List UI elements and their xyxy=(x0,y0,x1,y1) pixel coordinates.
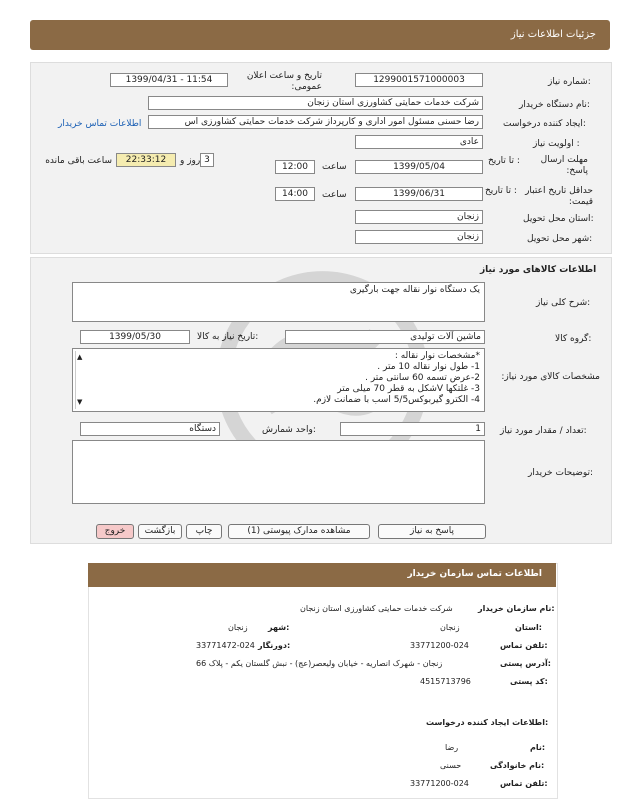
postal-label: کد پستی: xyxy=(510,677,548,686)
priority-label: اولویت نیاز : xyxy=(533,139,580,149)
city-label: شهر محل تحویل: xyxy=(527,234,593,244)
contact-title: اطلاعات تماس سازمان خریدار xyxy=(407,569,542,579)
days-field: 3 xyxy=(200,153,214,167)
spec-line: 4- الکترو گیربوکس5/5 اسب با ضمانت لازم. xyxy=(313,395,480,405)
spec-line: *مشخصات نوار نقاله : xyxy=(394,351,480,361)
need-date-label: تاریخ نیاز به کالا: xyxy=(197,332,259,342)
unit-field: دستگاه xyxy=(80,422,220,436)
need-number-field: 1299001571000003 xyxy=(355,73,483,87)
validity-until-label: تا تاریخ : xyxy=(485,186,517,196)
summary-field: یک دستگاه نوار نقاله جهت بارگیری xyxy=(72,282,485,322)
org-label: نام سازمان خریدار: xyxy=(478,604,555,613)
remaining-time-field: 22:33:12 xyxy=(116,153,176,167)
qty-field: 1 xyxy=(340,422,485,436)
contact-province-label: استان: xyxy=(515,623,542,632)
reply-button[interactable]: پاسخ به نیاز xyxy=(378,524,486,539)
creator-label: ایجاد کننده درخواست: xyxy=(503,119,586,129)
spec-line: 1- طول نوار نقاله 10 متر . xyxy=(377,362,480,372)
address-label: آدرس پستی: xyxy=(500,659,551,668)
send-deadline-label: مهلت ارسال پاسخ: xyxy=(540,155,588,176)
buyer-label: نام دستگاه خریدار: xyxy=(519,100,590,110)
spec-line: 2-عرض تسمه 60 سانتی متر . xyxy=(365,373,480,383)
spec-scrollbar[interactable] xyxy=(75,351,86,409)
validity-time-label: ساعت xyxy=(322,190,347,200)
group-field: ماشین آلات تولیدی xyxy=(285,330,485,344)
need-date-field: 1399/05/30 xyxy=(80,330,190,344)
name-label: نام: xyxy=(530,743,546,752)
org-value: شرکت خدمات حمایتی کشاورزی استان زنجان xyxy=(300,604,453,613)
announce-label: تاریخ و ساعت اعلان عمومی: xyxy=(246,71,322,92)
need-number-label: شماره نیاز: xyxy=(548,77,591,87)
contact-city-label: شهر: xyxy=(268,623,290,632)
announce-field: 1399/04/31 - 11:54 xyxy=(110,73,228,87)
print-button[interactable]: چاپ xyxy=(186,524,222,539)
spec-line: 3- غلتکها Vشکل به قطر 70 میلی متر xyxy=(337,384,480,394)
send-until-date-label: تا تاریخ : xyxy=(488,156,520,166)
validity-label: حداقل تاریخ اعتبار قیمت: xyxy=(525,186,593,207)
buyer-field: شرکت خدمات حمایتی کشاورزی استان زنجان xyxy=(148,96,483,110)
family-label: نام خانوادگی: xyxy=(490,761,545,770)
fax-label: دورنگار: xyxy=(258,641,291,650)
scroll-up-icon[interactable]: ▲ xyxy=(77,353,83,361)
phone-value: 33771200-024 xyxy=(410,641,469,650)
contact-header xyxy=(88,563,556,587)
buyer-contact-link[interactable]: اطلاعات تماس خریدار xyxy=(58,119,142,129)
postal-value: 4515713796 xyxy=(420,677,471,686)
goods-section-title: اطلاعات کالاهای مورد نیاز xyxy=(480,265,597,275)
exit-button[interactable]: خروج xyxy=(96,524,134,539)
spec-textarea[interactable] xyxy=(72,348,485,412)
creator-field: رضا حسنی مسئول امور اداری و کارپرداز شرکت خدمات حمایتی کشاورزی اس xyxy=(148,115,483,129)
contact-city-value: زنجان xyxy=(228,623,248,632)
contact-province-value: زنجان xyxy=(440,623,460,632)
province-field: زنجان xyxy=(355,210,483,224)
province-label: استان محل تحویل: xyxy=(523,214,594,224)
send-date-field: 1399/05/04 xyxy=(355,160,483,174)
buyer-notes-label: توضیحات خریدار: xyxy=(528,468,594,478)
attachments-button[interactable]: مشاهده مدارک پیوستی (1) xyxy=(228,524,370,539)
family-value: حسنی xyxy=(440,761,462,770)
send-time-label: ساعت xyxy=(322,162,347,172)
city-field: زنجان xyxy=(355,230,483,244)
creator-info-title: اطلاعات ایجاد کننده درخواست: xyxy=(426,718,549,727)
unit-label: واحد شمارش: xyxy=(262,425,316,435)
buyer-notes-field xyxy=(72,440,485,504)
qty-label: تعداد / مقدار مورد نیاز: xyxy=(500,426,587,436)
group-label: گروه کالا: xyxy=(555,334,592,344)
days-label: روز و xyxy=(180,156,201,166)
fax-value: 33771472-024 xyxy=(196,641,255,650)
send-time-field: 12:00 xyxy=(275,160,315,174)
name-value: رضا xyxy=(445,743,459,752)
priority-field: عادی xyxy=(355,135,483,149)
creator-phone-label: تلفن تماس: xyxy=(500,779,548,788)
validity-time-field: 14:00 xyxy=(275,187,315,201)
page-title: جزئیات اطلاعات نیاز xyxy=(510,29,596,40)
summary-label: شرح کلی نیاز: xyxy=(536,298,591,308)
spec-label: مشخصات کالای مورد نیاز: xyxy=(501,372,600,382)
remaining-label: ساعت باقی مانده xyxy=(45,156,112,166)
back-button[interactable]: بازگشت xyxy=(138,524,182,539)
creator-phone-value: 33771200-024 xyxy=(410,779,469,788)
phone-label: تلفن تماس: xyxy=(500,641,548,650)
validity-date-field: 1399/06/31 xyxy=(355,187,483,201)
contact-card xyxy=(88,563,558,799)
address-value: زنجان - شهرک انصاریه - خیابان ولیعصر(عج) - نبش گلستان یکم - پلاک 66 xyxy=(196,659,443,668)
scroll-down-icon[interactable]: ▼ xyxy=(77,398,83,406)
page-header xyxy=(30,20,610,50)
